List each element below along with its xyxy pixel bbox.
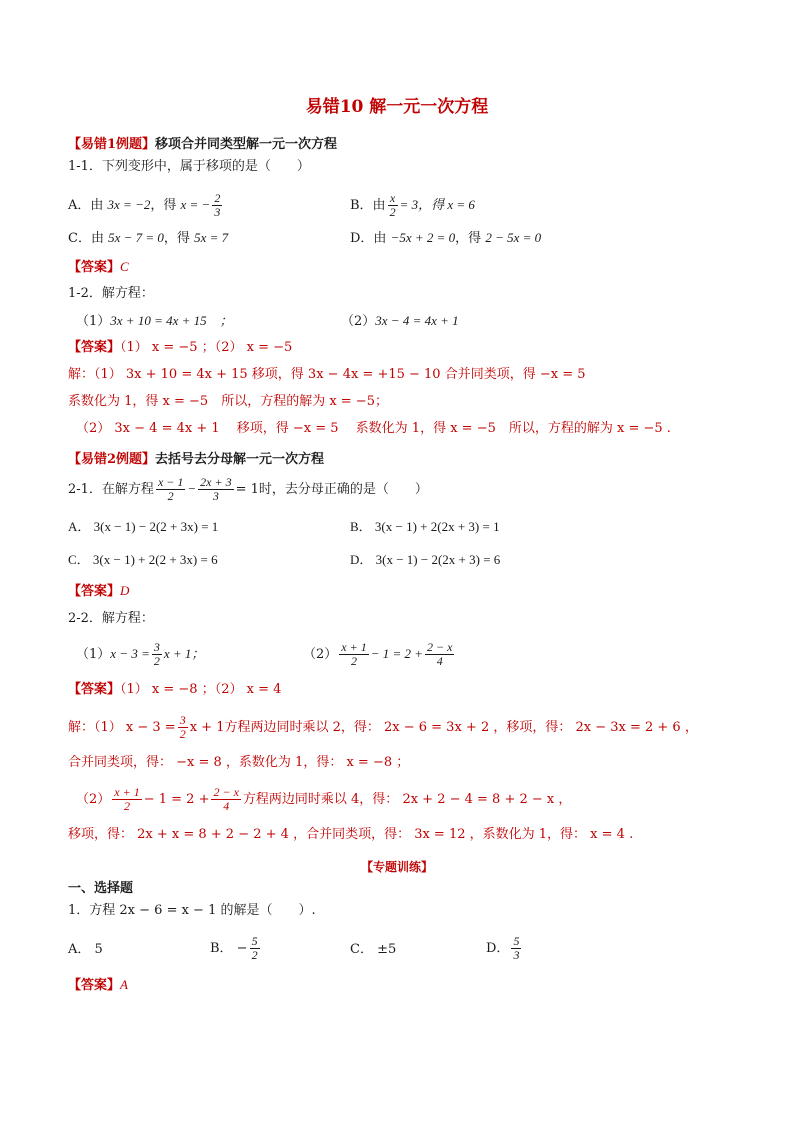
result: 5x = 7	[194, 230, 229, 245]
part-equation-rest: x + 1；	[163, 646, 205, 661]
fraction: $\frac{3}{2}$	[179, 713, 186, 741]
connector: ，得	[150, 198, 177, 213]
section-header-2	[68, 451, 324, 469]
question-2-1-stem	[68, 472, 428, 507]
question-2-2-stem: 2-2．解方程：	[68, 611, 154, 626]
solution-line-1: 解：（1） 3x + 10 = 4x + 15 移项，得 3x − 4x = +15 − 10 合并同类项，得 −x = 5	[68, 367, 586, 382]
equation: 5x − 7 = 0	[108, 230, 164, 245]
part-equation: 3x + 10 = 4x + 15 ；	[110, 313, 233, 328]
fraction: $\frac{5}{2}$	[251, 934, 258, 962]
fraction: $\frac{2}{3}$	[214, 191, 221, 219]
question-1-stem: 1．方程 2x − 6 = x − 1 的解是（ ）.	[68, 903, 316, 918]
option-label: A．由	[68, 198, 104, 213]
option-label: C．由	[68, 231, 104, 246]
fraction: $\frac{x + 1}{2}$	[341, 640, 367, 668]
option-a: A． 3(x − 1) − 2(2 + 3x) = 1	[68, 519, 219, 534]
fraction: $\frac{x}{2}$	[389, 191, 396, 219]
option-d	[486, 932, 523, 966]
part-equation: 3x − 4 = 4x + 1	[375, 313, 459, 328]
result: x = −	[180, 197, 211, 212]
answer-value: （1） x = −8 ；（2） x = 4	[120, 682, 282, 697]
solution-line-4: 移项，得： 2x + x = 8 + 2 − 2 + 4 ，合并同类项，得： 3x = 12 ，系数化为 1，得： x = 4 .	[68, 827, 634, 842]
answer-value: （1） x = −5 ；（2） x = −5	[120, 340, 293, 355]
result: 2 − 5x = 0	[485, 230, 542, 245]
connector: ，得	[163, 231, 190, 246]
option-b: B． 3(x − 1) + 2(2x + 3) = 1	[350, 519, 500, 534]
solution-line-2: 系数化为 1，得 x = −5 所以，方程的解为 x = −5；	[68, 394, 388, 409]
fraction: $\frac{3}{2}$	[153, 640, 160, 668]
part-label: （2）	[341, 314, 376, 329]
fraction: $\frac{2 - x}{4}$	[213, 785, 239, 813]
question-1-1-stem: 1-1．下列变形中，属于移项的是（ ）	[68, 159, 310, 174]
solution-line-3: （2） $\frac{x + 1}{2}$ − 1 = 2 + $\frac{2 - x}{4}$ 方程两边同时乘以 4，得： 2x + 2 − 4 = 8 + 2 − x ，	[76, 785, 572, 813]
fraction: $\frac{5}{3}$	[513, 934, 520, 962]
part-label: （1）	[76, 314, 111, 329]
option-b	[210, 932, 262, 966]
part-label: （2）	[303, 647, 338, 662]
answer-2-2	[68, 681, 281, 699]
answer-label: 【答案】	[68, 340, 121, 355]
part-equation: x − 3 =	[110, 646, 150, 661]
section-topic: 移项合并同类型解一元一次方程	[155, 137, 338, 152]
page-title: 易错10 解一元一次方程	[305, 97, 489, 117]
fraction: $\frac{x + 1}{2}$	[114, 785, 140, 813]
operator: −	[187, 481, 197, 496]
answer-value: D	[120, 583, 130, 598]
solution-line-2: 合并同类项，得： −x = 8 ，系数化为 1，得： x = −8 ；	[68, 755, 410, 770]
training-header: 【专题训练】	[360, 860, 433, 874]
solution-line-3: （2） 3x − 4 = 4x + 1 移项，得 −x = 5 系数化为 1，得 x = −5 所以，方程的解为 x = −5 .	[76, 421, 671, 436]
fraction: $\frac{x - 1}{2}$	[157, 475, 184, 503]
answer-value: C	[120, 259, 129, 274]
part-2	[303, 637, 456, 672]
part-1	[76, 637, 204, 672]
answer-2-1	[68, 582, 129, 601]
option-label: D．由	[350, 231, 387, 246]
answer-1	[68, 976, 128, 995]
part-1	[76, 312, 233, 331]
answer-1-2	[68, 339, 292, 357]
answer-label: 【答案】	[68, 260, 121, 275]
option-b	[350, 188, 475, 223]
option-c	[68, 229, 228, 248]
section-tag: 【易错1例题】	[68, 137, 156, 152]
section-heading: 一、选择题	[68, 881, 134, 896]
option-label: B． −	[210, 941, 248, 956]
answer-label: 【答案】	[68, 584, 121, 599]
fraction: $\frac{2 - x}{4}$	[427, 640, 453, 668]
option-label: B．由	[350, 198, 386, 213]
answer-1-1	[68, 258, 129, 277]
stem-prefix: 2-1．在解方程	[68, 482, 154, 497]
section-topic: 去括号去分母解一元一次方程	[155, 452, 325, 467]
stem-suffix: = 1时，去分母正确的是（ ）	[235, 482, 428, 497]
option-a	[68, 188, 224, 223]
fraction: $\frac{2x + 3}{3}$	[200, 475, 232, 503]
section-header-1	[68, 136, 337, 154]
option-a: A． 5	[68, 942, 103, 957]
section-tag: 【易错2例题】	[68, 452, 156, 467]
part-equation: − 1 = 2 +	[370, 646, 424, 661]
answer-label: 【答案】	[68, 978, 121, 993]
option-label: D．	[486, 941, 510, 956]
part-label: （1）	[76, 647, 111, 662]
option-d	[350, 229, 541, 248]
option-d: D． 3(x − 1) − 2(2x + 3) = 6	[350, 552, 501, 567]
equation: 3x = −2	[107, 197, 151, 212]
option-c: C． 3(x − 1) + 2(2 + 3x) = 6	[68, 552, 218, 567]
option-c: C． ±5	[350, 942, 397, 957]
solution-line-1: 解：（1） x − 3 = $\frac{3}{2}$ x + 1方程两边同时乘以 2，得： 2x − 6 = 3x + 2 ，移项，得： 2x − 3x = 2 + 6 ，	[68, 713, 698, 741]
part-2	[341, 312, 459, 331]
answer-value: A	[120, 977, 128, 992]
result: = 3，得 x = 6	[399, 197, 475, 212]
connector: ，得	[455, 231, 482, 246]
equation: −5x + 2 = 0	[390, 230, 456, 245]
answer-label: 【答案】	[68, 682, 121, 697]
question-1-2-stem: 1-2．解方程：	[68, 286, 154, 301]
